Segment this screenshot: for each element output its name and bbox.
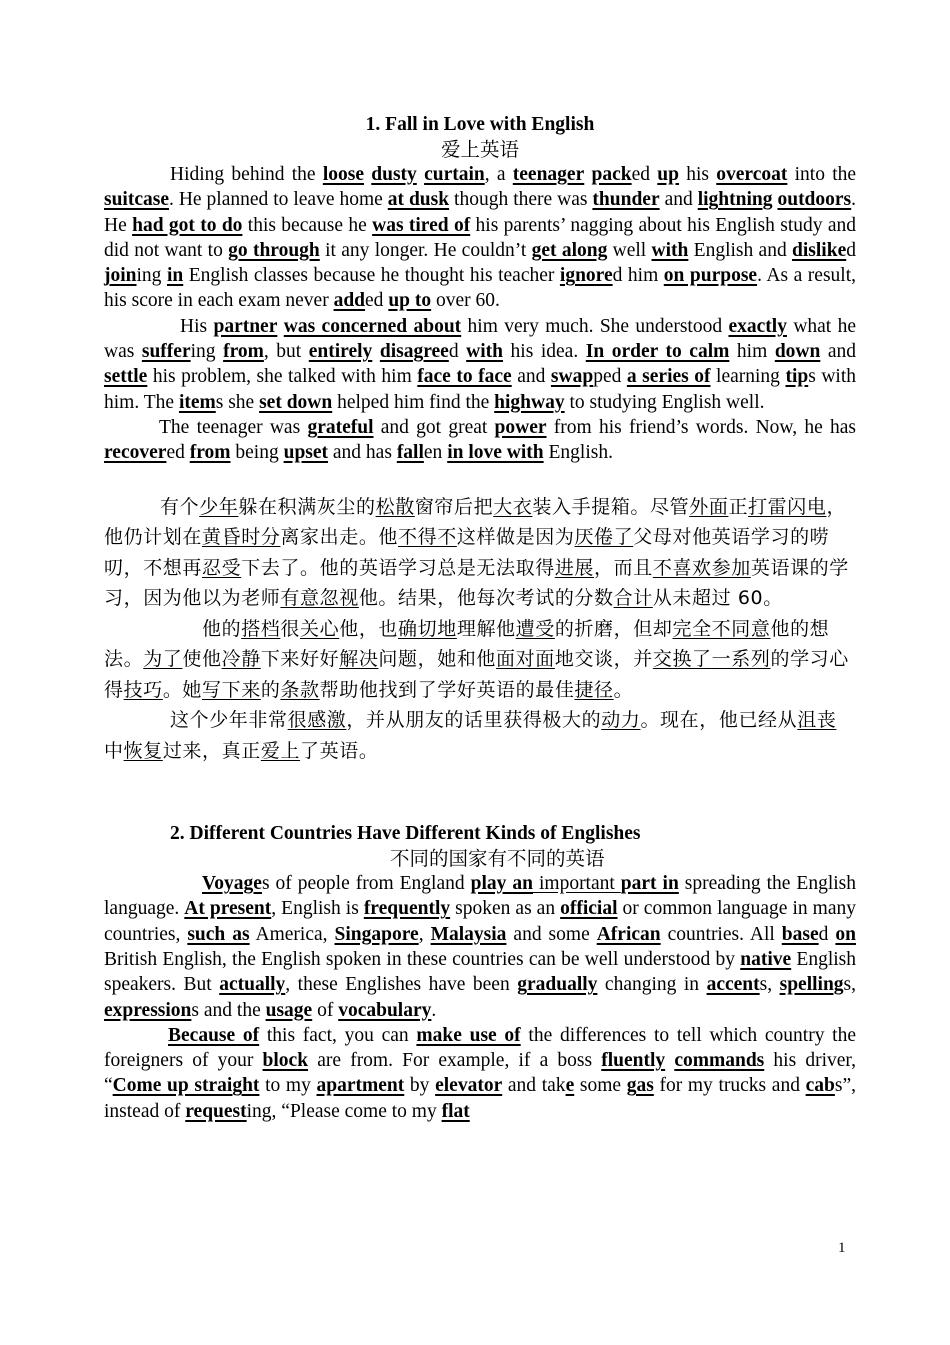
underlined-phrase: 冷静 [221, 648, 261, 671]
keyword: official [560, 898, 618, 920]
keyword: lightning [697, 189, 773, 211]
underlined-phrase: 忍受 [202, 556, 242, 579]
text-run: 英语课的学习，因为他以为老师 [104, 556, 849, 610]
text-run: 从未超过 60。 [652, 587, 783, 610]
keyword: teenager [512, 164, 585, 185]
text-run: d him [612, 265, 664, 287]
text-run: what he was [104, 315, 857, 363]
text-run: 的折磨，但却 [554, 617, 673, 640]
keyword: cab [805, 1075, 835, 1097]
keyword: actually [219, 974, 286, 996]
keyword: upset [283, 442, 329, 464]
text-run: Hiding behind the [170, 164, 323, 185]
text-run: , [418, 923, 431, 945]
text-run: 。现在，他已经从 [640, 709, 798, 732]
section2-paragraph-2 [104, 1023, 856, 1124]
keyword: Malaysia [430, 923, 507, 945]
text-run: this because he [242, 214, 373, 236]
text-run: or common language in many countries, [104, 898, 856, 945]
keyword: expression [104, 999, 192, 1021]
keyword: down [774, 341, 821, 363]
keyword: was concerned about [283, 315, 462, 337]
section1-subtitle: 爱上英语 [440, 138, 519, 161]
text-run: s, [843, 974, 857, 996]
underlined-phrase: 技巧 [123, 678, 163, 701]
keyword: block [262, 1050, 309, 1072]
text-run: 离家出走。他 [280, 526, 399, 549]
underlined-phrase: 确切地 [398, 617, 457, 640]
keyword: set down [259, 391, 333, 413]
text-run: 帮助他找到了学好英语的最佳 [319, 678, 575, 701]
underlined-phrase: 合计 [613, 587, 653, 610]
text-run: 地交谈，并 [554, 648, 653, 671]
underlined-phrase: 写下来 [202, 678, 261, 701]
text-run: learning [710, 366, 786, 388]
text-run: and some [506, 923, 597, 945]
text-run: 下去了。他的英语学习总是无法取得 [241, 556, 555, 579]
text-run: ，并从朋友的话里获得极大的 [346, 709, 602, 732]
text-run: 问题，她和他 [378, 648, 497, 671]
text-run: to studying English well. [564, 391, 765, 413]
underlined-phrase: 关心 [300, 617, 340, 640]
keyword: Come up straight [112, 1075, 260, 1097]
keyword: accent [706, 974, 760, 996]
keyword: suitcase [104, 189, 169, 211]
keyword: recover [104, 442, 167, 464]
keyword: spelling [779, 974, 844, 996]
underlined-phrase: 黄昏时分 [202, 526, 281, 549]
text-run: him very much. She understood [461, 315, 729, 337]
text-run: 。 [613, 678, 634, 701]
text-run: and [820, 341, 857, 363]
keyword: on [835, 923, 856, 945]
text-run: his [679, 164, 717, 185]
text-run: ing, “Please come to my [246, 1100, 442, 1122]
keyword: frequently [363, 898, 451, 920]
underlined-phrase: 打雷闪电 [748, 495, 827, 518]
text-run: 他的想法。 [104, 617, 830, 671]
text-run: s she [215, 391, 260, 413]
section1-translation-3 [104, 705, 856, 766]
underlined-phrase: 松散 [375, 495, 415, 518]
text-run: , a [484, 164, 513, 185]
keyword: At present [184, 898, 272, 920]
keyword: such as [187, 923, 250, 945]
text-run: , these Englishes have been [285, 974, 518, 996]
section1-paragraph-1 [104, 162, 856, 314]
underlined-phrase: 面对面 [496, 648, 555, 671]
text-run: . He [104, 189, 857, 236]
text-run: of [312, 999, 339, 1021]
text-run: 他，也 [339, 617, 399, 640]
text-run: 理解他 [456, 617, 516, 640]
text-run: 使他 [182, 648, 222, 671]
text-run: s, [759, 974, 780, 996]
keyword: disagree [379, 341, 449, 363]
text-run: his parents’ nagging about his English study and did not want to [104, 214, 856, 261]
text-run: 窗帘后把 [414, 495, 494, 518]
section2-title: 2. Different Countries Have Different Kinds of Englishes [170, 823, 641, 845]
text-run: British English, the English spoken in these countries can be well understood by [104, 948, 741, 970]
keyword: settle [104, 366, 148, 388]
text-run: d [846, 239, 856, 261]
keyword: was tired of [372, 214, 471, 236]
keyword: from [223, 341, 264, 363]
keyword: African [596, 923, 661, 945]
section2-paragraph-1 [104, 871, 856, 1023]
keyword: gradually [517, 974, 598, 996]
text-run: 很 [280, 617, 301, 640]
keyword: loose [322, 164, 364, 185]
text-run: the differences to tell which country the foreigners of your [104, 1024, 857, 1072]
keyword: had got to do [132, 214, 243, 236]
keyword: grateful [307, 416, 374, 438]
text-run: His [180, 315, 214, 337]
text-run: America, [249, 923, 335, 945]
text-run: en [423, 442, 448, 464]
text-run: his problem, she talked with him [147, 366, 418, 388]
text-run: 他。结果，他每次考试的分数 [358, 587, 614, 610]
text-run: spoken as an [450, 898, 561, 920]
keyword: get along [531, 239, 608, 261]
underlined-phrase: 大衣 [493, 495, 533, 518]
underlined-phrase: important [532, 873, 621, 895]
text-run: English classes because he thought his teacher [183, 265, 560, 287]
keyword: dislike [792, 239, 847, 261]
text-run: some [574, 1075, 627, 1097]
text-run: 有个 [160, 495, 200, 518]
keyword: suffer [141, 341, 191, 363]
text-run: . [431, 999, 437, 1021]
keyword: join [104, 265, 137, 287]
keyword: pack [591, 164, 632, 185]
text-run: his driver, “ [104, 1050, 856, 1097]
text-run: , but [263, 341, 309, 363]
keyword: swap [550, 366, 594, 388]
text-run: . He planned to leave home [169, 189, 388, 211]
text-run: being [230, 442, 284, 464]
text-run: ed [631, 164, 658, 185]
text-run: s with him. The [104, 366, 857, 413]
underlined-phrase: 不得不 [398, 526, 457, 549]
text-run: ed [166, 442, 190, 464]
text-run: 这个少年非常 [170, 709, 288, 732]
underlined-phrase: 遭受 [515, 617, 555, 640]
text-run: are from. For example, if a boss [308, 1050, 602, 1072]
keyword: overcoat [716, 164, 788, 185]
underlined-phrase: 捷径 [574, 678, 614, 701]
text-run: changing in [597, 974, 707, 996]
text-run: this fact, you can [259, 1024, 417, 1046]
section1-translation-1 [104, 492, 856, 614]
text-run: well [607, 239, 652, 261]
text-run: though there was [449, 189, 593, 211]
text-run: 中 [104, 739, 124, 762]
keyword: Singapore [334, 923, 419, 945]
underlined-phrase: 一系列 [711, 648, 771, 671]
text-run [372, 341, 380, 362]
keyword: thunder [592, 189, 660, 211]
keyword: flat [441, 1100, 470, 1122]
text-run: ing [136, 265, 167, 287]
text-run: 躲在积满灰尘的 [238, 495, 376, 518]
text-run: to my [259, 1075, 317, 1097]
underlined-phrase: 为了 [143, 648, 183, 671]
text-run: English and [688, 239, 793, 261]
keyword: face to face [417, 366, 512, 388]
section2-subtitle: 不同的国家有不同的英语 [390, 847, 605, 871]
text-run: over 60. [431, 290, 500, 312]
section1-paragraph-3 [104, 415, 856, 466]
underlined-phrase: 少年 [199, 495, 239, 518]
text-run: 这样做是因为 [456, 526, 575, 549]
text-run: 过来，真正 [162, 739, 261, 762]
underlined-phrase: 完全不同意 [672, 617, 771, 640]
text-run: 了英语。 [300, 739, 379, 762]
section1-translation-2 [104, 614, 856, 706]
keyword: make use of [416, 1024, 521, 1046]
text-run: and [659, 189, 698, 211]
underlined-phrase: 沮丧 [797, 709, 837, 732]
text-run: him [729, 341, 775, 363]
keyword: request [185, 1100, 247, 1122]
keyword: Because of [168, 1024, 260, 1046]
text-run: for my trucks and [653, 1075, 806, 1097]
keyword: go through [228, 239, 320, 261]
keyword: fluently [601, 1050, 666, 1072]
keyword: tip [785, 366, 809, 388]
keyword: with [466, 341, 503, 363]
text-run: into the [787, 164, 857, 185]
underlined-phrase: 很感激 [287, 709, 347, 732]
text-run: from his friend’s words. Now, he has [546, 416, 856, 438]
underlined-phrase: 爱上 [260, 739, 301, 762]
text-run: and has [328, 442, 397, 464]
document-page [104, 112, 856, 1124]
underlined-phrase: 解决 [339, 648, 379, 671]
keyword: on purpose [663, 265, 758, 287]
keyword: elevator [435, 1075, 503, 1097]
text-run: s”, instead of [104, 1075, 856, 1122]
keyword: curtain [424, 164, 485, 185]
text-run: and tak [502, 1075, 566, 1097]
underlined-phrase: 有意忽视 [280, 587, 359, 610]
text-run: by [404, 1075, 436, 1097]
text-run: countries. All [660, 923, 782, 945]
keyword: e [565, 1075, 575, 1097]
keyword: partner [213, 315, 278, 337]
keyword: item [178, 391, 216, 413]
keyword: play an [470, 873, 533, 895]
keyword: from [189, 442, 231, 464]
section1-paragraph-2 [104, 314, 856, 415]
text-run: 的学习心得 [104, 648, 849, 701]
keyword: with [651, 239, 689, 261]
text-run: 的 [260, 678, 281, 701]
keyword: ignore [559, 265, 613, 287]
keyword: add [333, 290, 366, 312]
text-run: spreading the English language. [104, 873, 856, 920]
text-run: s and the [191, 999, 266, 1021]
keyword: fall [396, 442, 424, 464]
text-run: 装入手提箱。尽管 [532, 495, 690, 518]
text-run: 正 [728, 495, 749, 518]
underlined-phrase: 不喜欢参加 [652, 556, 751, 579]
text-run [584, 164, 591, 185]
text-run: ing [190, 341, 224, 363]
keyword: vocabulary [338, 999, 432, 1021]
underlined-phrase: 厌倦了 [574, 526, 634, 549]
text-run: ， 他仍计划在 [104, 495, 847, 549]
keyword: apartment [316, 1075, 405, 1097]
underlined-phrase: 搭档 [241, 617, 281, 640]
underlined-phrase: 恢复 [123, 739, 163, 762]
text-run: d [448, 341, 467, 363]
keyword: part in [620, 873, 679, 895]
page-number: 1 [838, 1240, 846, 1256]
text-run: ped [593, 366, 627, 388]
keyword: a series of [626, 366, 711, 388]
text-run: ，而且 [594, 556, 653, 579]
keyword: commands [674, 1050, 765, 1072]
keyword: In order to calm [585, 341, 730, 363]
text-run: and got great [373, 416, 495, 438]
underlined-phrase: 动力 [601, 709, 641, 732]
text-run: 下来好好 [260, 648, 340, 671]
keyword: gas [626, 1075, 654, 1097]
text-run [417, 164, 424, 185]
keyword: outdoors [777, 189, 852, 211]
text-run: English speakers. But [104, 948, 856, 996]
text-run [665, 1050, 674, 1071]
text-run: . As a result, his score in each exam never [104, 265, 856, 312]
keyword: power [494, 416, 547, 438]
section1-title: 1. Fall in Love with English [365, 114, 595, 135]
text-run: , English is [271, 898, 364, 920]
keyword: up [657, 164, 679, 185]
keyword: highway [494, 391, 565, 413]
text-run: 父母对他英语学习的唠叨，不想再 [104, 526, 830, 579]
keyword: entirely [308, 341, 373, 363]
keyword: dusty [371, 164, 417, 185]
underlined-phrase: 外面 [689, 495, 729, 518]
text-run: helped him find the [332, 391, 495, 413]
keyword: usage [265, 999, 313, 1021]
underlined-phrase: 进展 [554, 556, 595, 579]
text-run: his idea. [503, 341, 586, 363]
keyword: in [166, 265, 184, 287]
keyword: Voyage [202, 873, 262, 895]
text-run: and [511, 366, 551, 388]
keyword: native [740, 948, 792, 970]
keyword: in love with [447, 442, 544, 464]
text-run: ed [365, 290, 389, 312]
text-run: s of people from England [261, 873, 471, 895]
keyword: at dusk [387, 189, 450, 211]
underlined-phrase: 条款 [280, 678, 320, 701]
text-run: d [818, 923, 836, 945]
text-run: The teenager was [159, 416, 308, 438]
text-run: 。她 [162, 678, 203, 701]
text-run: English. [543, 442, 613, 464]
keyword: exactly [728, 315, 787, 337]
text-run: 他的 [202, 617, 242, 640]
keyword: base [781, 923, 819, 945]
underlined-phrase: 交换了 [652, 648, 712, 671]
keyword: up to [388, 290, 432, 312]
text-run: it any longer. He couldn’t [319, 239, 532, 261]
